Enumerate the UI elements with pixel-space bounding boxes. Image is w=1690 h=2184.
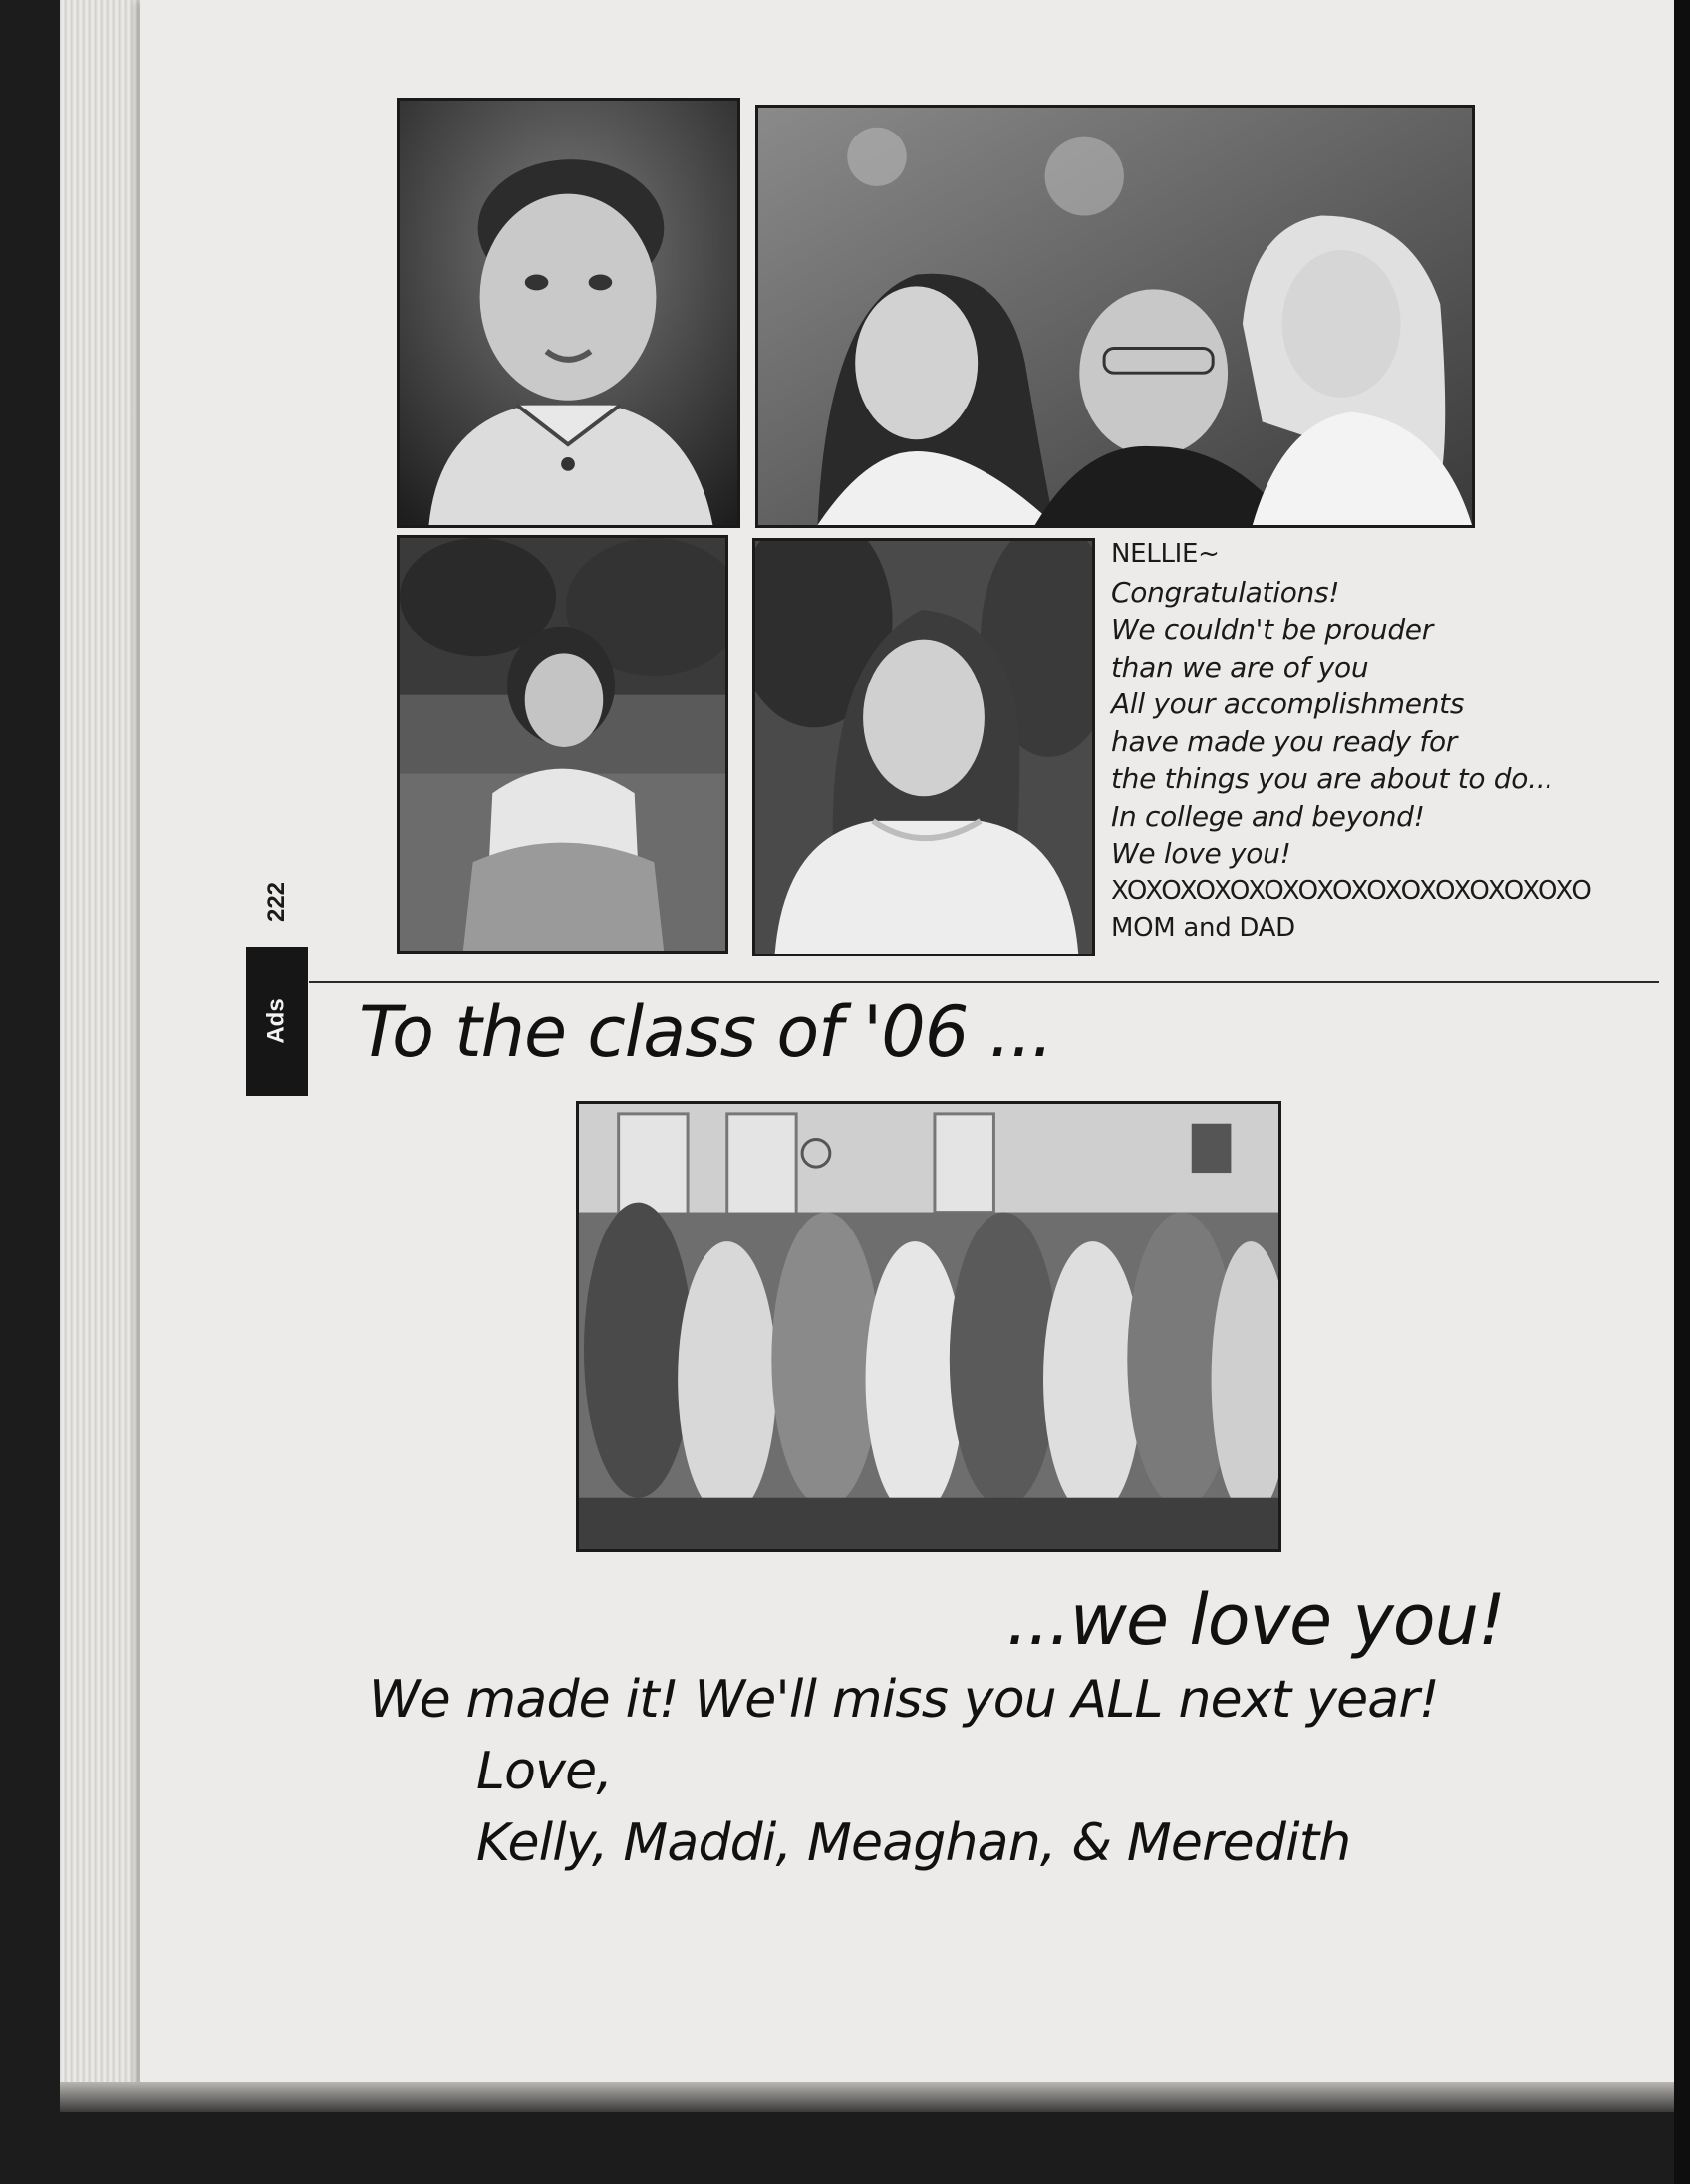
group-photo xyxy=(576,1101,1281,1552)
message-line: All your accomplishments xyxy=(1111,687,1465,720)
family-photo xyxy=(755,105,1475,528)
message-line: We couldn't be prouder xyxy=(1111,613,1433,646)
message-line: NELLIE~ xyxy=(1111,539,1220,569)
signatures: Kelly, Maddi, Meaghan, & Meredith xyxy=(476,1813,1351,1873)
parents-message xyxy=(1111,536,1649,948)
headline: To the class of '06 ... xyxy=(359,991,1053,1073)
section-tab xyxy=(246,857,308,1096)
right-gutter xyxy=(1674,0,1690,2184)
closing-line: We made it! We'll miss you ALL next year! xyxy=(369,1670,1439,1730)
closing-line: Love, xyxy=(476,1742,613,1801)
message-line: have made you ready for xyxy=(1111,724,1458,758)
page-number: 222 xyxy=(262,881,290,923)
senior-photo xyxy=(752,538,1095,956)
closing-message xyxy=(369,1664,1664,1879)
message-line: XOXOXOXOXOXOXOXOXOXOXOXOXOXO xyxy=(1111,875,1592,906)
love-line: ...we love you! xyxy=(1006,1579,1506,1661)
section-label-box xyxy=(246,947,308,1096)
message-line: In college and beyond! xyxy=(1111,799,1425,833)
section-label: Ads xyxy=(263,998,290,1044)
book-bottom-edge xyxy=(60,2082,1674,2112)
message-line: than we are of you xyxy=(1111,650,1369,683)
toddler-photo xyxy=(397,98,740,528)
message-line: MOM and DAD xyxy=(1111,913,1295,943)
child-photo xyxy=(397,535,728,954)
message-line: the things you are about to do... xyxy=(1111,762,1553,795)
section-divider xyxy=(309,981,1659,983)
message-line: Congratulations! xyxy=(1111,575,1340,609)
message-line: We love you! xyxy=(1111,837,1291,870)
page-number-box xyxy=(246,857,308,947)
